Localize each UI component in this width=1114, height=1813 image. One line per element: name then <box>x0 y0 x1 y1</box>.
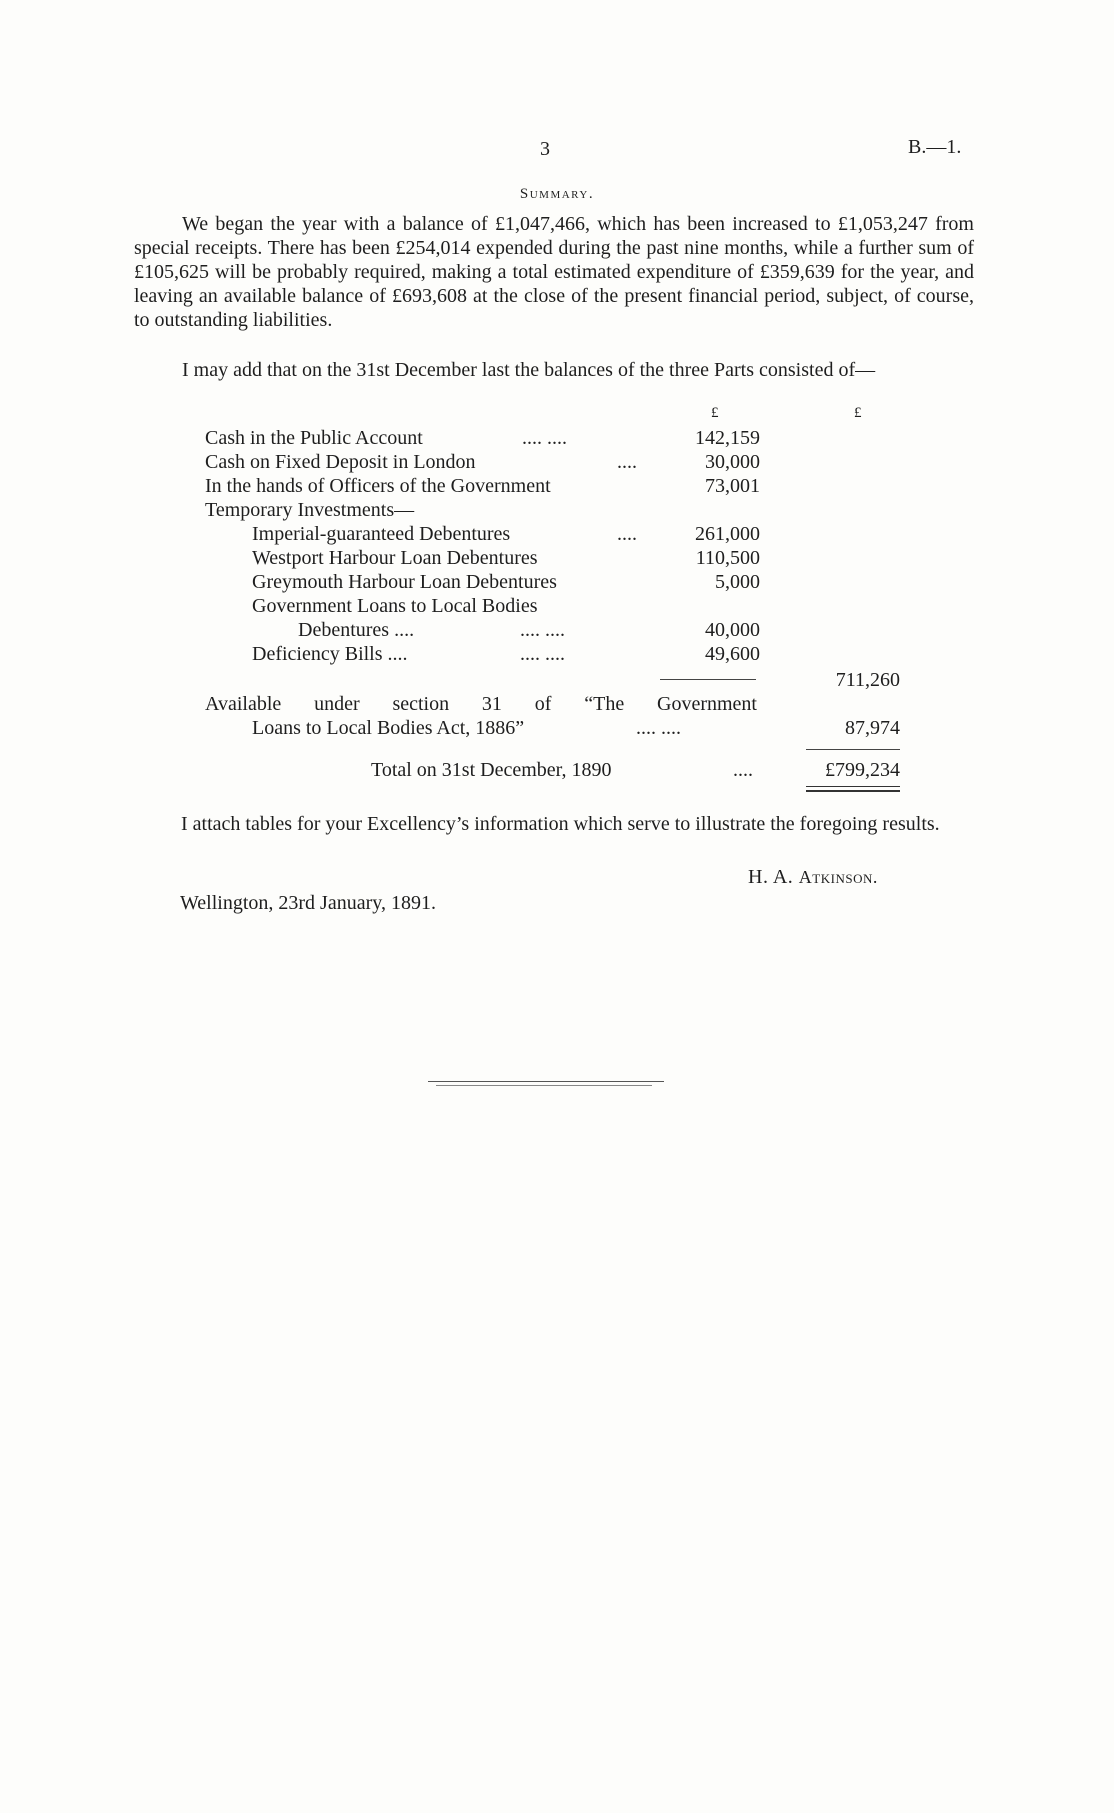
row-dots: .... .... <box>520 643 565 665</box>
signature-surname: Atkinson. <box>798 867 878 887</box>
row-label: Greymouth Harbour Loan Debentures <box>252 571 557 593</box>
row-dots: .... <box>617 451 637 473</box>
row-label: Temporary Investments— <box>205 499 415 521</box>
row-label: Deficiency Bills .... <box>252 643 408 665</box>
row-label: In the hands of Officers of the Government <box>205 475 551 497</box>
total-dots: .... <box>733 759 753 781</box>
total-rule <box>806 749 900 750</box>
closing-paragraph: I attach tables for your Excellency’s information which serve to illustrate the foregoing results. <box>181 813 940 835</box>
end-rule <box>428 1081 664 1082</box>
total-label: Total on 31st December, 1890 <box>371 759 612 781</box>
row-amount: 73,001 <box>705 475 760 497</box>
subtotal-rule <box>660 679 756 680</box>
total-double-rule <box>806 786 900 792</box>
summary-paragraph: We began the year with a balance of £1,047,466, which has been increased to £1,053,247 from special receipts. There has been £254,014 expended during the past nine months, while a further sum of £105,625 will be probably required, making a total estimated expenditure of £359,639 for the year, and leaving an available balance of £693,608 at the close of the present financial period, subject, of course, to outstanding liabilities. <box>134 213 974 331</box>
page-number: 3 <box>540 138 550 160</box>
available-label-line-1: Available under section 31 of “The Government <box>205 693 757 715</box>
row-dots: .... .... <box>522 427 567 449</box>
currency-header-col2: £ <box>854 405 862 421</box>
dateline: Wellington, 23rd January, 1891. <box>180 892 436 914</box>
row-label: Debentures .... <box>298 619 415 641</box>
row-amount: 110,500 <box>695 547 760 569</box>
subtotal-amount: 711,260 <box>835 669 900 691</box>
row-amount: 40,000 <box>705 619 760 641</box>
signature <box>748 866 878 889</box>
currency-header-col1: £ <box>711 405 719 421</box>
signature-initials: H. A. <box>748 866 794 888</box>
total-amount: £799,234 <box>825 759 900 781</box>
balances-intro-paragraph: I may add that on the 31st December last the balances of the three Parts consisted of— <box>182 359 876 381</box>
row-amount: 5,000 <box>715 571 760 593</box>
end-rule-secondary <box>436 1085 652 1086</box>
row-amount: 142,159 <box>695 427 760 449</box>
row-amount: 261,000 <box>695 523 760 545</box>
row-label: Westport Harbour Loan Debentures <box>252 547 538 569</box>
row-amount: 30,000 <box>705 451 760 473</box>
row-label: Cash on Fixed Deposit in London <box>205 451 476 473</box>
row-label: Government Loans to Local Bodies <box>252 595 538 617</box>
row-dots: .... .... <box>520 619 565 641</box>
row-amount: 49,600 <box>705 643 760 665</box>
row-dots: .... <box>617 523 637 545</box>
available-amount: 87,974 <box>845 717 900 739</box>
available-dots: .... .... <box>636 717 681 739</box>
available-label-line-2: Loans to Local Bodies Act, 1886” <box>252 717 525 739</box>
row-label: Cash in the Public Account <box>205 427 423 449</box>
row-label: Imperial-guaranteed Debentures <box>252 523 511 545</box>
section-heading: Summary. <box>519 186 595 202</box>
paper-code: B.—1. <box>908 136 962 158</box>
